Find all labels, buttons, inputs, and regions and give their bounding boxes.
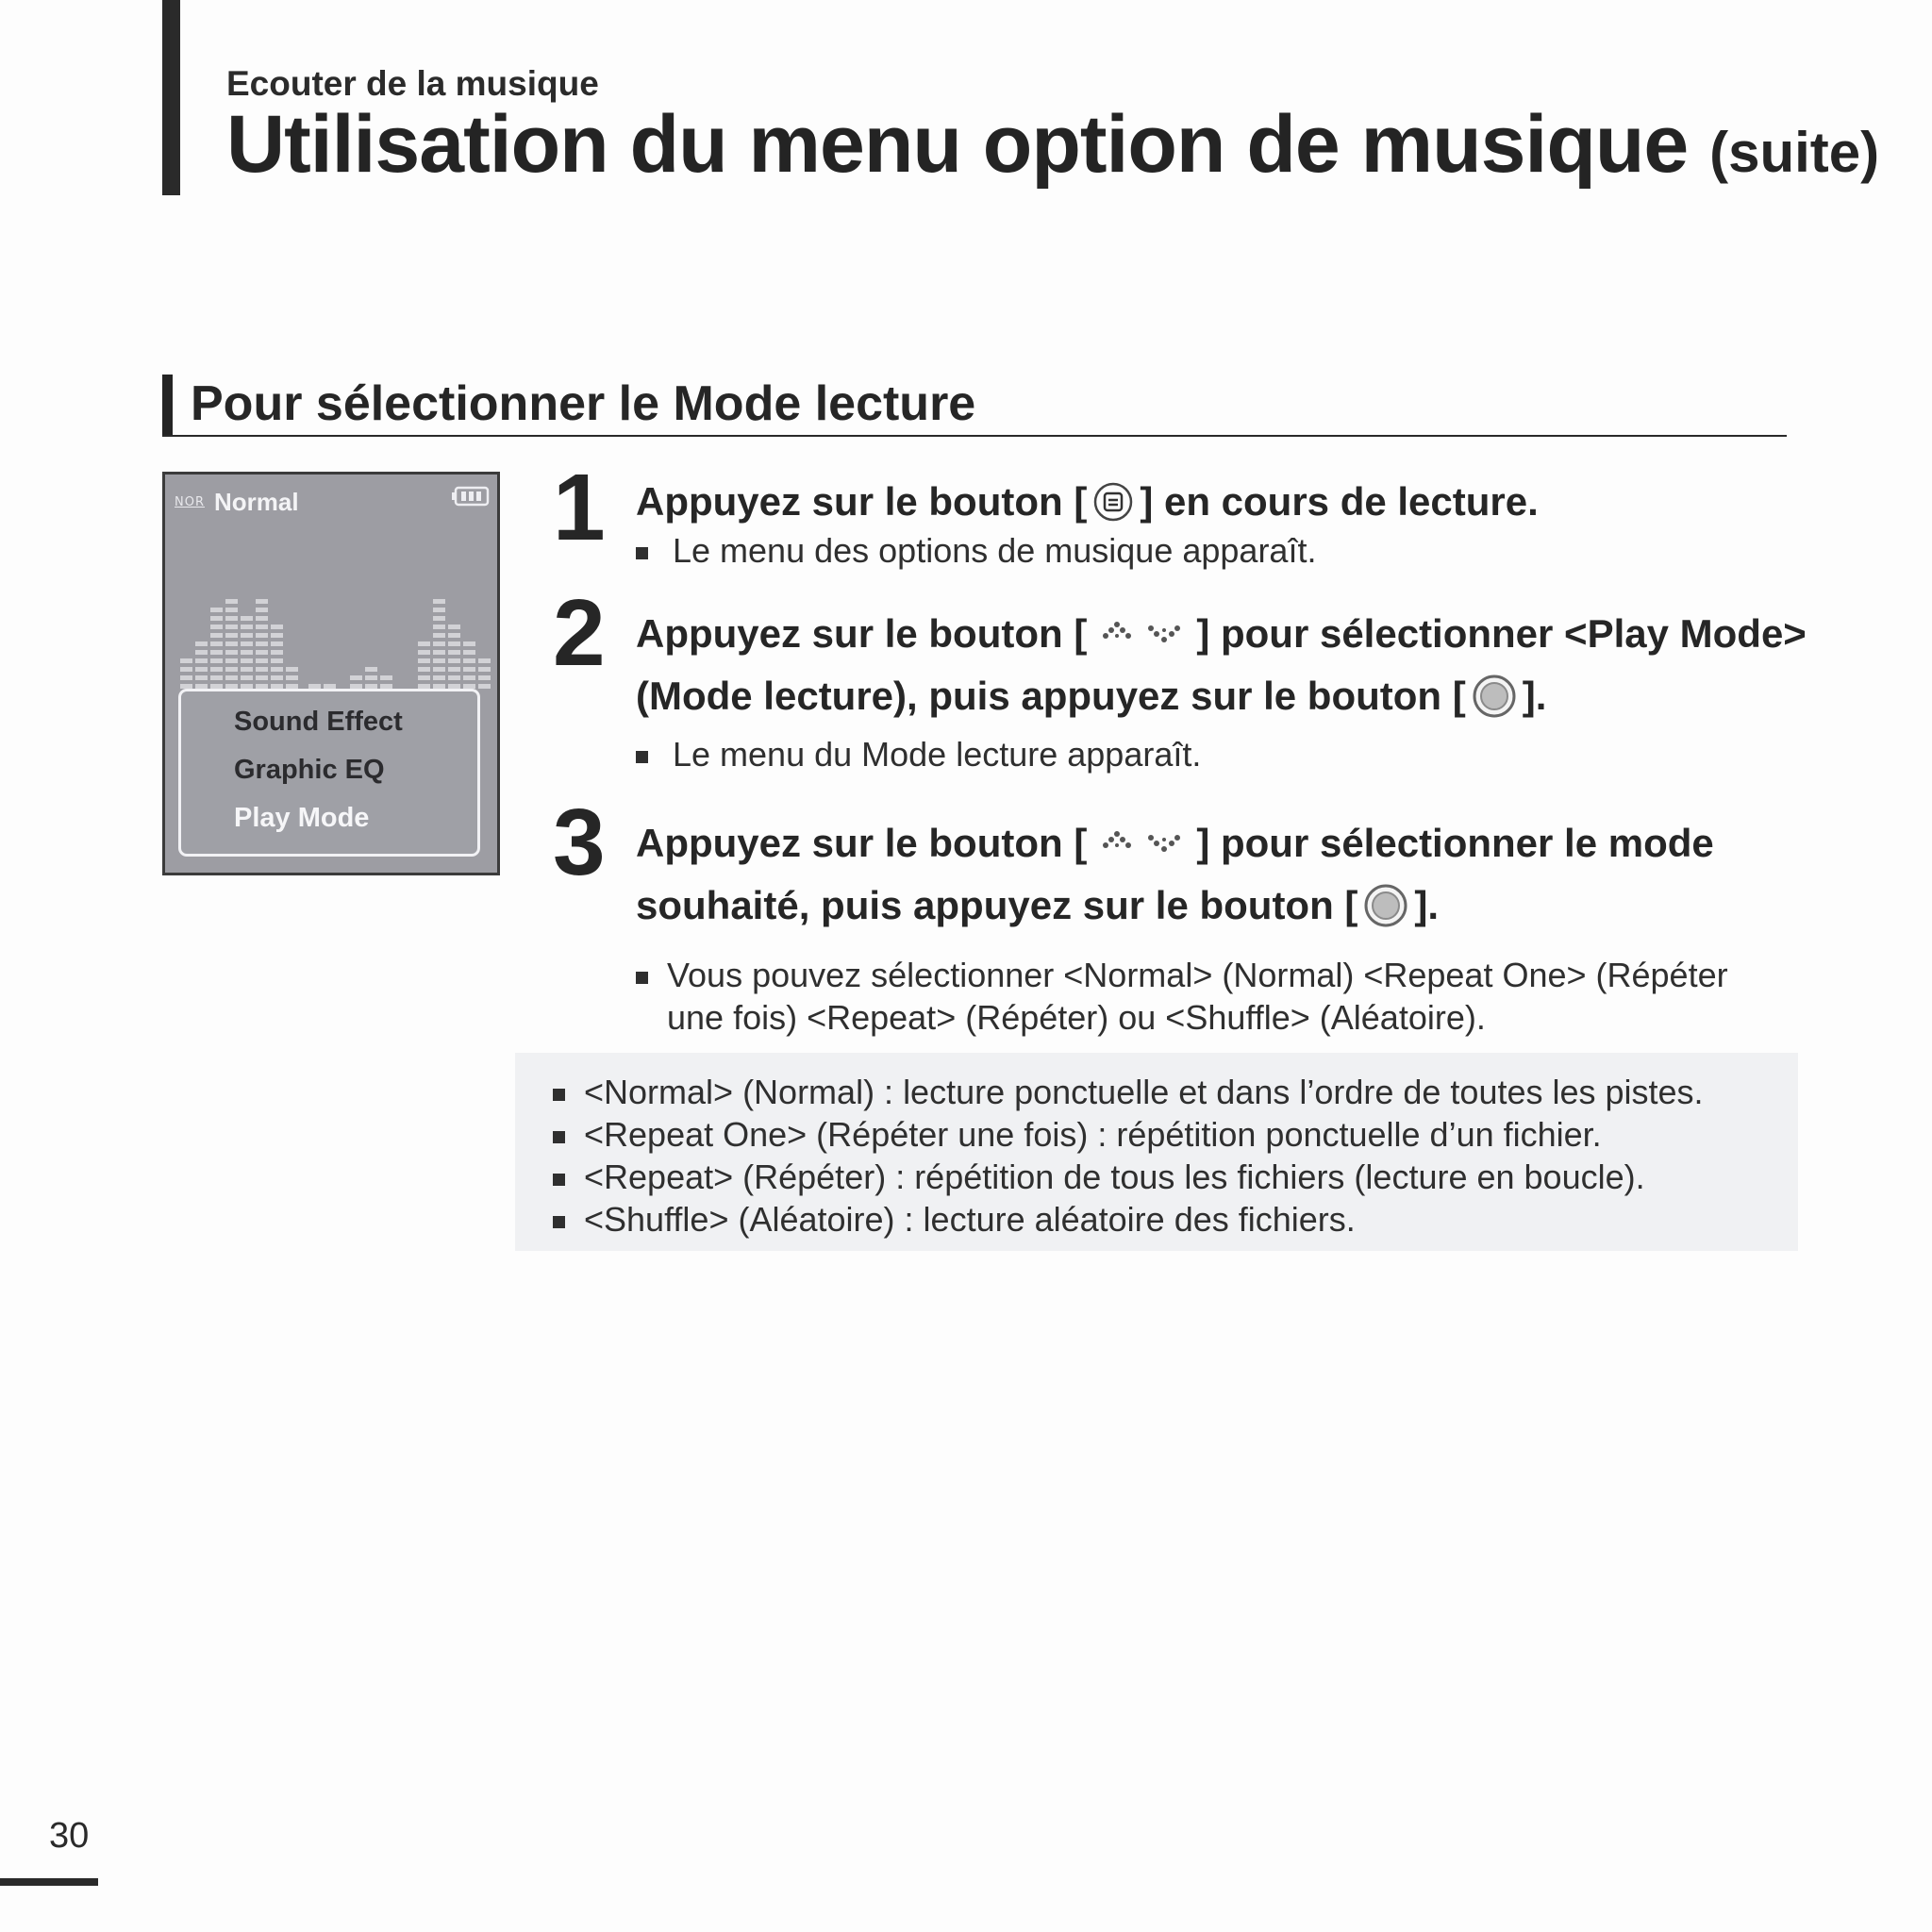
equalizer-segment xyxy=(195,658,208,663)
equalizer-segment xyxy=(180,667,192,672)
equalizer-segment xyxy=(433,641,445,646)
step-3-instruction-line-1 xyxy=(636,821,1714,866)
equalizer-segment xyxy=(433,633,445,638)
equalizer-segment xyxy=(418,667,430,672)
step-1-result xyxy=(636,531,1316,571)
equalizer-segment xyxy=(433,625,445,629)
equalizer-segment xyxy=(225,616,238,621)
equalizer-segment xyxy=(365,675,377,680)
equalizer-segment xyxy=(286,667,298,672)
equalizer-segment xyxy=(210,633,223,638)
equalizer-segment xyxy=(478,675,491,680)
note-text: <Normal> (Normal) : lecture ponctuelle et dans l’ordre de toutes les pistes. xyxy=(584,1073,1704,1111)
equalizer-segment xyxy=(448,667,460,672)
note-text: <Shuffle> (Aléatoire) : lecture aléatoire des fichiers. xyxy=(584,1200,1356,1239)
equalizer-segment xyxy=(210,658,223,663)
note-item xyxy=(553,1200,1356,1240)
bullet-square xyxy=(553,1216,565,1228)
equalizer-segment xyxy=(478,684,491,689)
step-3-text-d: ]. xyxy=(1414,883,1440,927)
equalizer-segment xyxy=(350,675,362,680)
select-button-icon xyxy=(1363,883,1408,928)
equalizer-segment xyxy=(271,650,283,655)
step-2-text-c: (Mode lecture), puis appuyez sur le bouton [ xyxy=(636,674,1466,718)
device-status-row xyxy=(175,488,299,517)
equalizer-segment xyxy=(256,675,268,680)
step-3-instruction-line-2 xyxy=(636,883,1439,928)
step-1-result-text: Le menu des options de musique apparaît. xyxy=(673,531,1317,570)
equalizer-segment xyxy=(418,641,430,646)
equalizer-segment xyxy=(241,616,253,621)
equalizer-segment xyxy=(225,650,238,655)
select-button-icon xyxy=(1472,674,1517,719)
step-1-instruction xyxy=(636,479,1539,525)
battery-icon xyxy=(452,486,490,507)
normal-mode-icon: NOR xyxy=(175,495,205,509)
step-2-instruction-line-2 xyxy=(636,674,1546,719)
equalizer-segment xyxy=(256,633,268,638)
note-item xyxy=(553,1158,1645,1197)
equalizer-segment xyxy=(225,641,238,646)
equalizer-segment xyxy=(210,616,223,621)
equalizer-segment xyxy=(241,641,253,646)
equalizer-segment xyxy=(448,641,460,646)
header-accent-bar xyxy=(162,0,180,195)
equalizer-segment xyxy=(463,658,475,663)
equalizer-segment xyxy=(241,675,253,680)
bullet-square xyxy=(553,1174,565,1186)
equalizer-segment xyxy=(241,633,253,638)
equalizer-segment xyxy=(210,675,223,680)
step-3-result-text-1: Vous pouvez sélectionner <Normal> (Normal) <Repeat One> (Répéter xyxy=(667,956,1728,994)
bullet-square xyxy=(553,1131,565,1143)
equalizer-segment xyxy=(256,625,268,629)
equalizer-segment xyxy=(195,650,208,655)
equalizer-segment xyxy=(256,658,268,663)
equalizer-segment xyxy=(225,633,238,638)
step-3-result-line-1 xyxy=(636,956,1728,995)
page-title-main: Utilisation du menu option de musique xyxy=(226,99,1689,190)
device-menu-item-graphic-eq: Graphic EQ xyxy=(234,755,385,785)
equalizer-segment xyxy=(241,667,253,672)
equalizer-segment xyxy=(271,641,283,646)
equalizer-segment xyxy=(271,625,283,629)
equalizer-segment xyxy=(225,625,238,629)
chapter-kicker: Ecouter de la musique xyxy=(226,64,599,103)
equalizer-segment xyxy=(241,658,253,663)
equalizer-segment xyxy=(225,667,238,672)
device-options-menu xyxy=(178,689,480,857)
equalizer-segment xyxy=(433,658,445,663)
equalizer-segment xyxy=(195,675,208,680)
equalizer-segment xyxy=(448,625,460,629)
equalizer-segment xyxy=(256,616,268,621)
equalizer-segment xyxy=(433,675,445,680)
section-divider xyxy=(162,435,1787,437)
equalizer-segment xyxy=(448,675,460,680)
bullet-square xyxy=(636,547,648,559)
step-2-result-text: Le menu du Mode lecture apparaît. xyxy=(673,735,1202,774)
step-1-number: 1 xyxy=(553,455,606,560)
equalizer-segment xyxy=(195,641,208,646)
section-accent-bar xyxy=(162,375,173,437)
step-1-text-a: Appuyez sur le bouton [ xyxy=(636,479,1088,524)
equalizer-segment xyxy=(418,658,430,663)
equalizer-segment xyxy=(210,650,223,655)
section-title: Pour sélectionner le Mode lecture xyxy=(191,376,976,431)
device-screen-illustration xyxy=(162,472,500,875)
footer-rule xyxy=(0,1878,98,1886)
equalizer-segment xyxy=(463,667,475,672)
equalizer-segment xyxy=(418,675,430,680)
equalizer-segment xyxy=(286,675,298,680)
menu-button-icon xyxy=(1092,481,1134,523)
step-2-instruction-line-1 xyxy=(636,611,1807,657)
equalizer-segment xyxy=(365,667,377,672)
equalizer-segment xyxy=(433,616,445,621)
equalizer-segment xyxy=(463,641,475,646)
equalizer-segment xyxy=(225,608,238,612)
equalizer-segment xyxy=(448,650,460,655)
equalizer-segment xyxy=(448,633,460,638)
equalizer-segment xyxy=(225,658,238,663)
note-text: <Repeat> (Répéter) : répétition de tous les fichiers (lecture en boucle). xyxy=(584,1158,1645,1196)
equalizer-segment xyxy=(271,633,283,638)
up-down-button-icon xyxy=(1092,613,1191,655)
equalizer-segment xyxy=(241,625,253,629)
step-3-number: 3 xyxy=(553,790,606,895)
equalizer-segment xyxy=(433,667,445,672)
step-2-text-a: Appuyez sur le bouton [ xyxy=(636,611,1088,656)
equalizer-segment xyxy=(271,667,283,672)
equalizer-segment xyxy=(418,650,430,655)
step-3-text-b: ] pour sélectionner le mode xyxy=(1196,821,1714,865)
bullet-square xyxy=(636,751,648,763)
note-text: <Repeat One> (Répéter une fois) : répétition ponctuelle d’un fichier. xyxy=(584,1115,1602,1154)
device-menu-item-play-mode: Play Mode xyxy=(234,803,370,833)
step-2-text-b: ] pour sélectionner <Play Mode> xyxy=(1196,611,1807,656)
equalizer-segment xyxy=(433,608,445,612)
step-2-text-d: ]. xyxy=(1522,674,1547,718)
equalizer-segment xyxy=(478,667,491,672)
equalizer-segment xyxy=(256,608,268,612)
equalizer-segment xyxy=(180,658,192,663)
equalizer-segment xyxy=(225,599,238,604)
bullet-square xyxy=(553,1089,565,1101)
equalizer-segment xyxy=(241,650,253,655)
up-down-button-icon xyxy=(1092,823,1191,864)
equalizer-segment xyxy=(256,641,268,646)
equalizer-segment xyxy=(256,599,268,604)
page-title-suffix: (suite) xyxy=(1709,121,1880,184)
equalizer-segment xyxy=(210,667,223,672)
equalizer-segment xyxy=(210,641,223,646)
equalizer-segment xyxy=(225,675,238,680)
equalizer-segment xyxy=(433,599,445,604)
equalizer-segment xyxy=(433,650,445,655)
note-item xyxy=(553,1073,1704,1112)
device-menu-item-sound-effect: Sound Effect xyxy=(234,707,403,737)
equalizer-segment xyxy=(210,608,223,612)
equalizer-segment xyxy=(463,650,475,655)
equalizer-segment xyxy=(256,667,268,672)
step-2-number: 2 xyxy=(553,580,606,686)
equalizer-segment xyxy=(271,658,283,663)
page-title xyxy=(226,98,1879,192)
step-1-text-b: ] en cours de lecture. xyxy=(1140,479,1539,524)
step-2-result xyxy=(636,735,1201,774)
step-3-text-a: Appuyez sur le bouton [ xyxy=(636,821,1088,865)
equalizer-segment xyxy=(271,675,283,680)
page-number: 30 xyxy=(49,1816,90,1856)
equalizer-segment xyxy=(380,675,392,680)
equalizer-segment xyxy=(210,625,223,629)
device-mode-label: Normal xyxy=(214,488,299,516)
equalizer-segment xyxy=(448,658,460,663)
equalizer-segment xyxy=(463,675,475,680)
step-3-text-c: souhaité, puis appuyez sur le bouton [ xyxy=(636,883,1358,927)
equalizer-segment xyxy=(478,658,491,663)
bullet-square xyxy=(636,972,648,984)
equalizer-segment xyxy=(195,667,208,672)
equalizer-segment xyxy=(180,675,192,680)
equalizer-segment xyxy=(256,650,268,655)
step-3-result-line-2: une fois) <Repeat> (Répéter) ou <Shuffle> (Aléatoire). xyxy=(667,998,1486,1037)
note-item xyxy=(553,1115,1602,1155)
